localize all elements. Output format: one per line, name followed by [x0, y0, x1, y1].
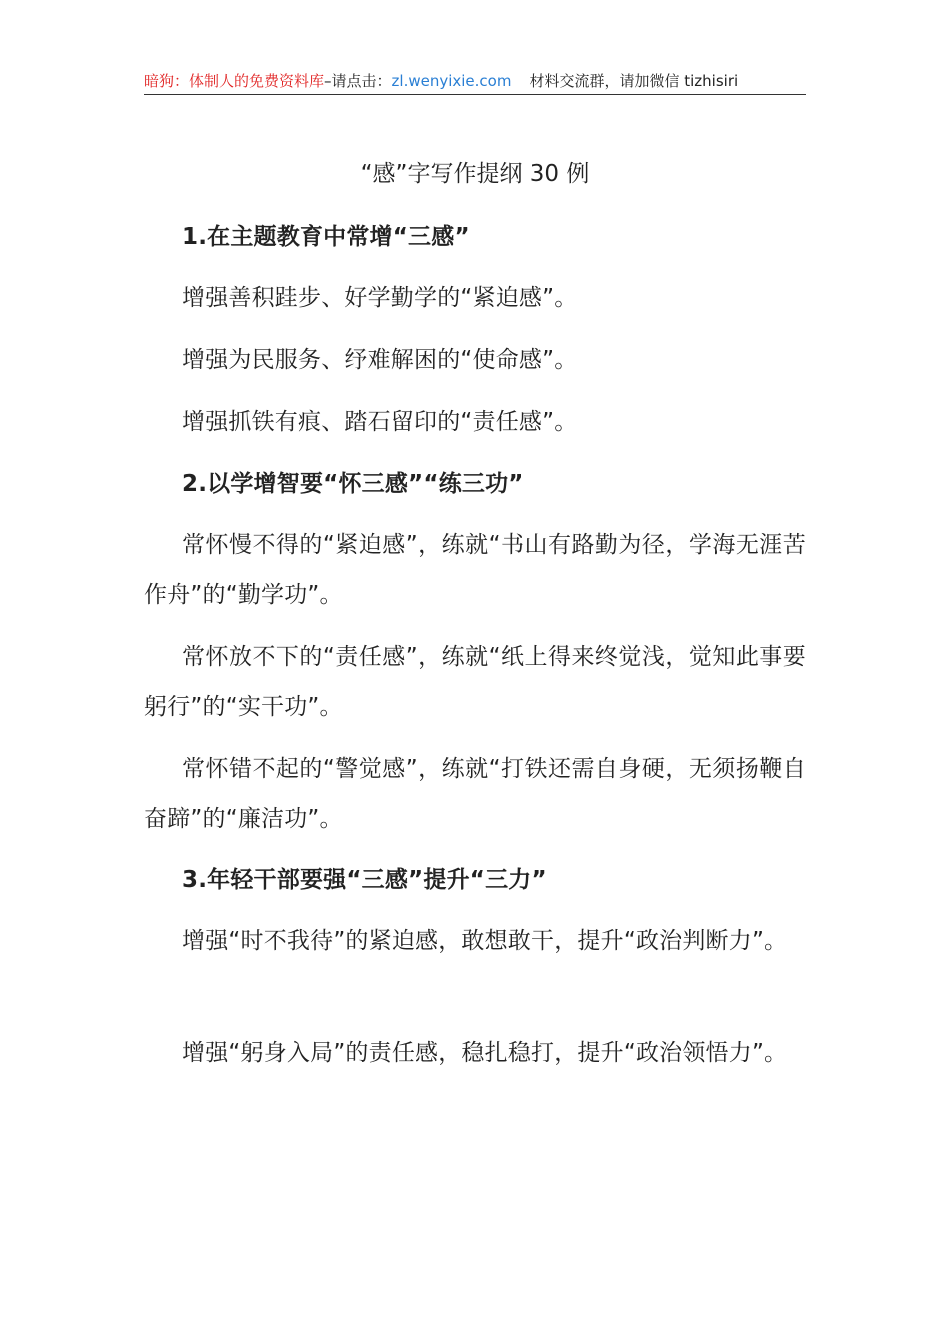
section-1-paragraph-1: 增强善积跬步、好学勤学的“紧迫感”。	[182, 285, 578, 311]
section-2-paragraph-2: 常怀放不下的“责任感”，练就“纸上得来终觉浅，觉知此事要躬行”的“实干功”。	[144, 644, 806, 720]
section-2-paragraph-1: 常怀慢不得的“紧迫感”，练就“书山有路勤为径，学海无涯苦作舟”的“勤学功”。	[144, 532, 806, 608]
header-brand: 暗狗：体制人的免费资料库	[144, 72, 325, 90]
section-1-paragraph-3: 增强抓铁有痕、踏石留印的“责任感”。	[182, 409, 578, 435]
header-click-prompt: –请点击：	[324, 72, 392, 90]
section-1-heading: 1.在主题教育中常增“三感”	[182, 224, 470, 250]
document-title: “感”字写作提纲 30 例	[360, 161, 590, 187]
section-2-paragraph-3: 常怀错不起的“警觉感”，练就“打铁还需自身硬，无须扬鞭自奋蹄”的“廉洁功”。	[144, 756, 806, 832]
page-header	[144, 68, 806, 95]
section-2-heading: 2.以学增智要“怀三感”“练三功”	[182, 471, 524, 497]
section-1-paragraph-2: 增强为民服务、纾难解困的“使命感”。	[182, 347, 578, 373]
header-group-note: 材料交流群，请加微信 tizhisiri	[529, 72, 739, 90]
section-3-paragraph-1: 增强“时不我待”的紧迫感，敢想敢干，提升“政治判断力”。	[182, 928, 788, 954]
header-url-link[interactable]: zl.wenyixie.com	[391, 72, 512, 90]
section-3-paragraph-2: 增强“躬身入局”的责任感，稳扎稳打，提升“政治领悟力”。	[182, 1040, 788, 1066]
section-3-heading: 3.年轻干部要强“三感”提升“三力”	[182, 867, 547, 893]
